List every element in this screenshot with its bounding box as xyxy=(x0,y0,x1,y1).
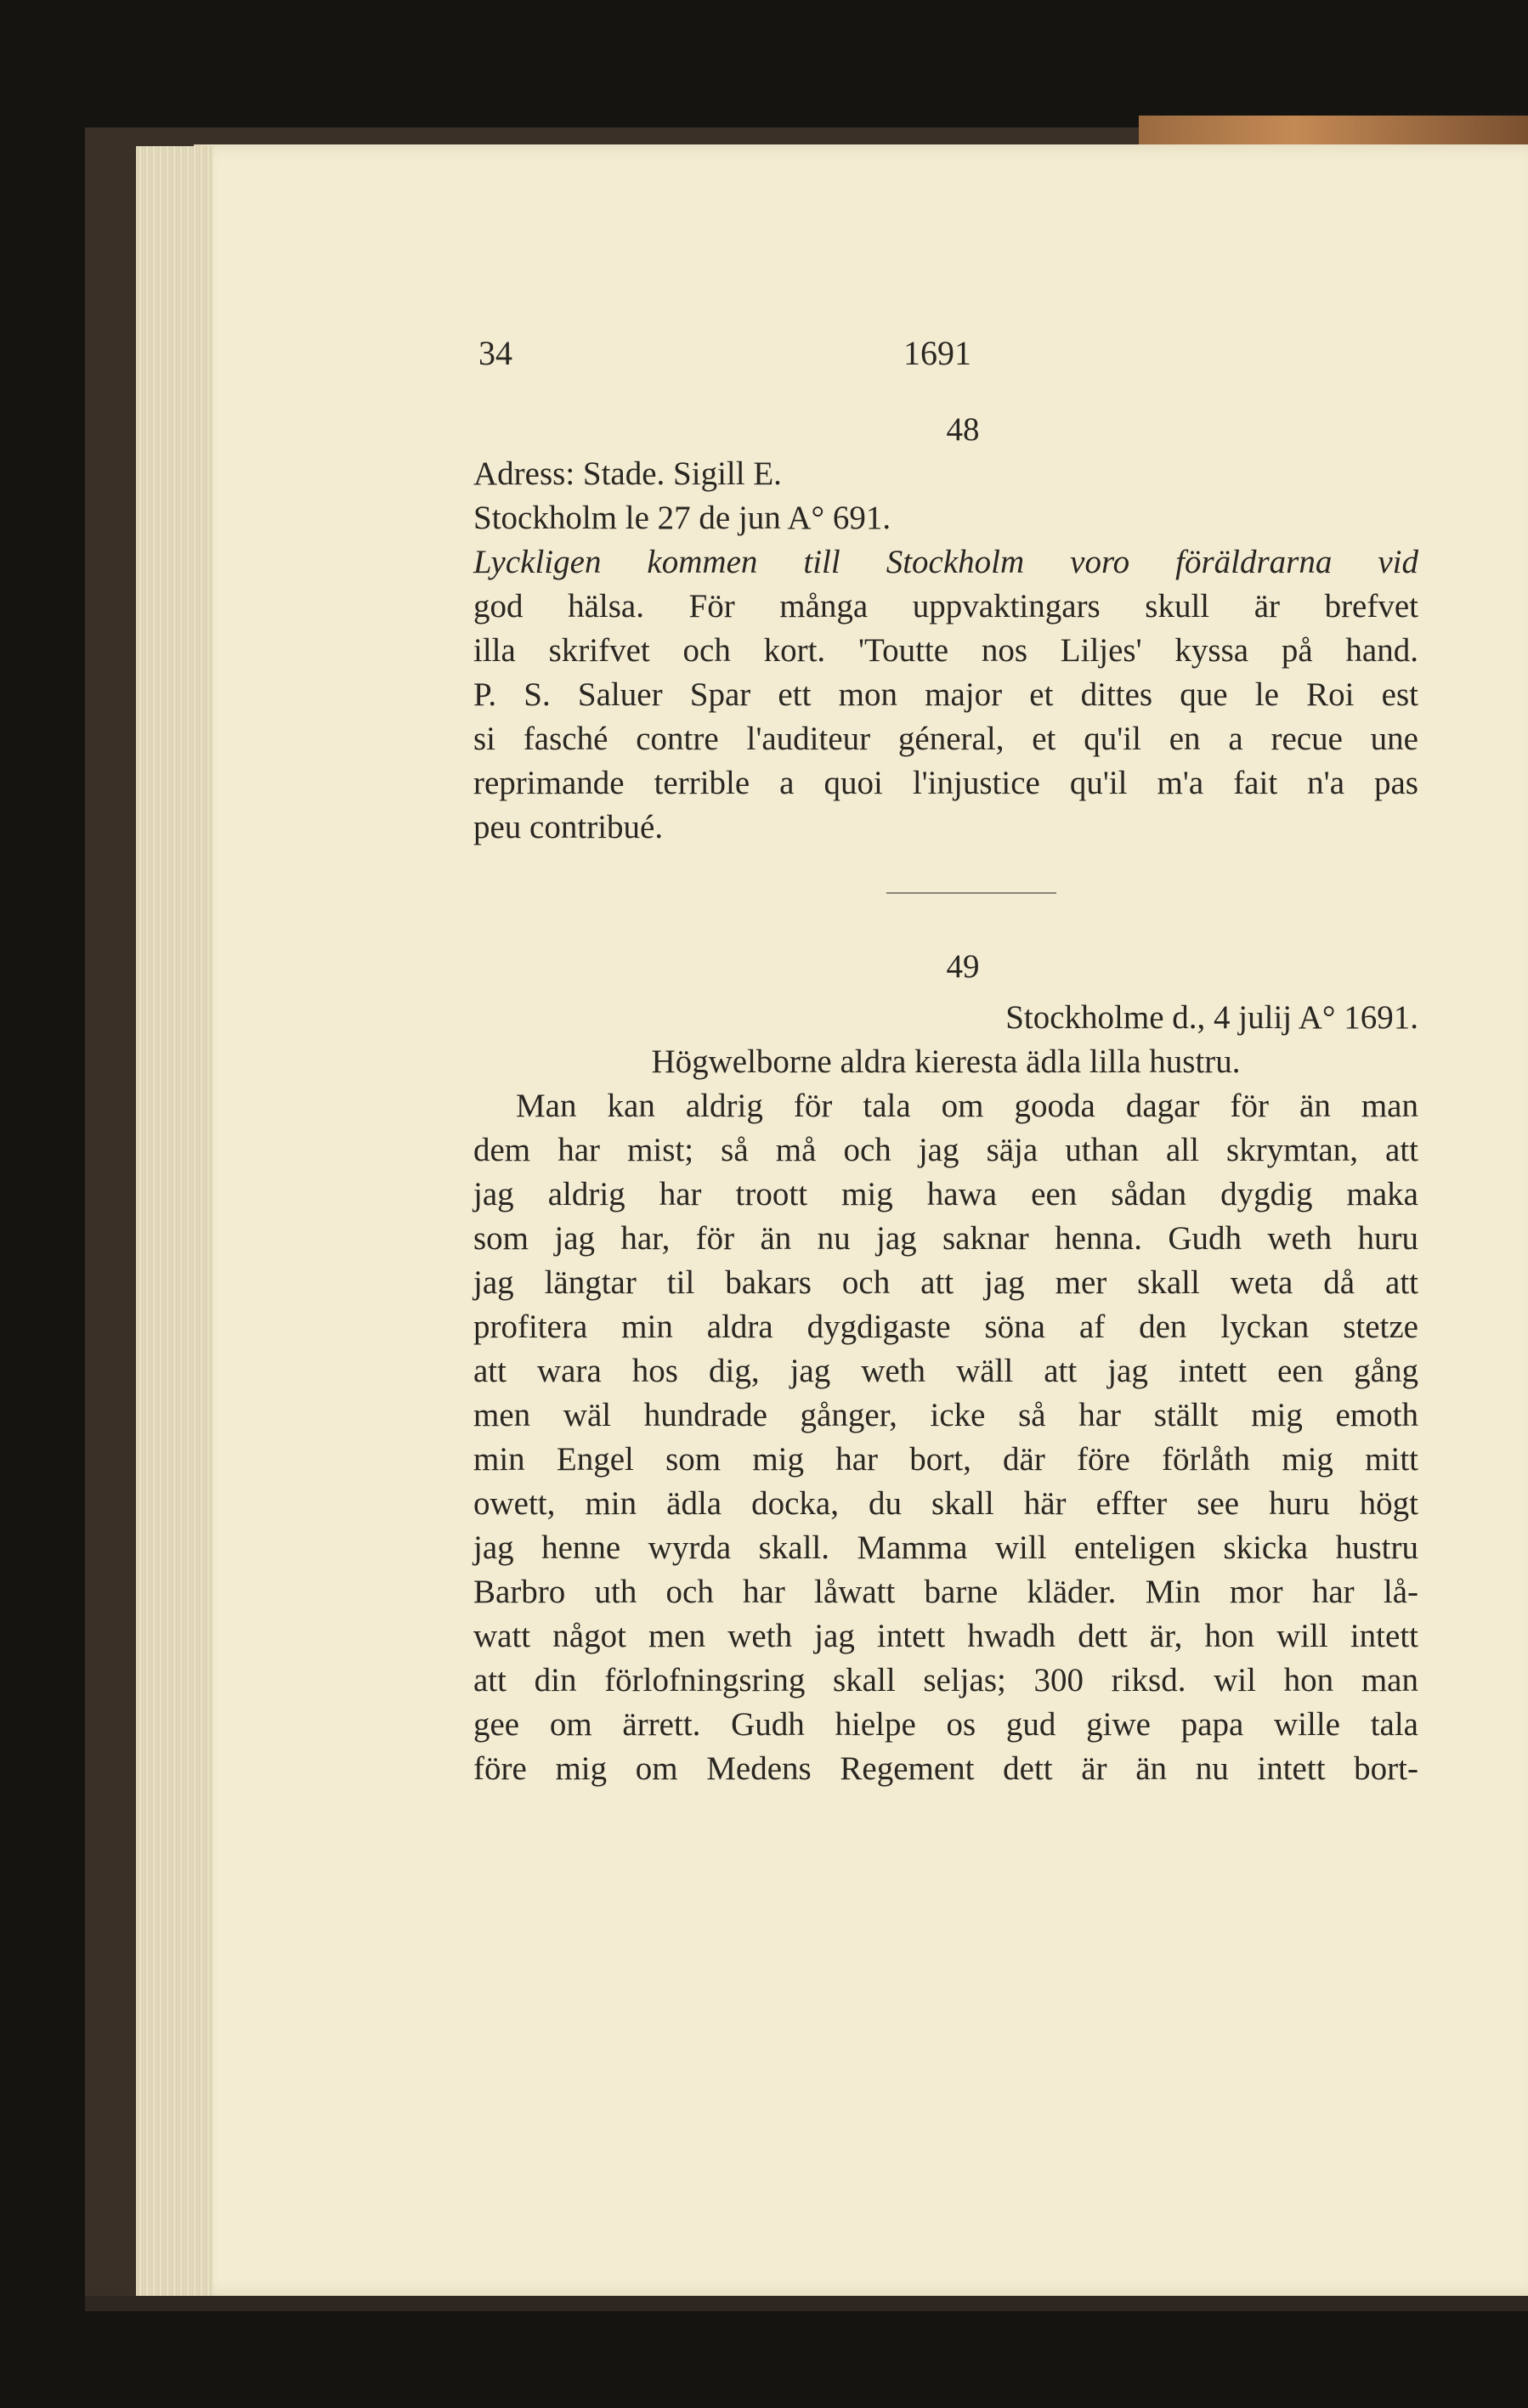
text-column xyxy=(473,408,1418,1791)
letter-48-line: P. S. Saluer Spar ett mon major et dittes que le Roi est xyxy=(473,676,1418,713)
letter-48-number: 48 xyxy=(946,411,980,448)
section-divider xyxy=(886,892,1056,894)
letter-49-line: men wäl hundrade gånger, icke så har ställt mig emoth xyxy=(473,1397,1418,1433)
letter-49-line: watt något men weth jag intett hwadh dett är, hon will intett xyxy=(473,1618,1418,1654)
page-number: 34 xyxy=(478,334,512,372)
letter-48-address: Adress: Stade. Sigill E. xyxy=(473,455,782,492)
letter-49-line: som jag har, för än nu jag saknar henna. Gudh weth huru xyxy=(473,1220,1418,1257)
letter-49-line: jag längtar til bakars och att jag mer skall weta då att xyxy=(473,1264,1418,1301)
letter-49-line: owett, min ädla docka, du skall här effter see huru högt xyxy=(473,1485,1418,1522)
running-year: 1691 xyxy=(903,334,971,372)
letter-49-salutation: Högwelborne aldra kieresta ädla lilla hustru. xyxy=(651,1043,1241,1080)
letter-48-dateline: Stockholm le 27 de jun A° 691. xyxy=(473,500,891,536)
letter-49-line: att din förlofningsring skall seljas; 300 riksd. wil hon man xyxy=(473,1662,1418,1699)
letter-49-line: gee om ärrett. Gudh hielpe os gud giwe papa wille tala xyxy=(473,1706,1418,1743)
letter-49-line: att wara hos dig, jag weth wäll att jag intett een gång xyxy=(473,1353,1418,1389)
letter-49-dateline: Stockholme d., 4 julij A° 1691. xyxy=(1005,999,1418,1036)
letter-48-line: si fasché contre l'auditeur géneral, et qu'il en a recue une xyxy=(473,721,1418,757)
letter-48-line: reprimande terrible a quoi l'injustice qu'il m'a fait n'a pas xyxy=(473,765,1418,801)
letter-49-line: dem har mist; så må och jag säja uthan all skrymtan, att xyxy=(473,1132,1418,1168)
letter-49-line: Barbro uth och har låwatt barne kläder. Min mor har lå- xyxy=(473,1574,1418,1610)
letter-48-line: peu contribué. xyxy=(473,809,664,845)
letter-49-line: min Engel som mig har bort, där före förlåth mig mitt xyxy=(473,1441,1418,1478)
letter-49-line: före mig om Medens Regement dett är än nu intett bort- xyxy=(473,1750,1418,1787)
letter-49-line: jag henne wyrda skall. Mamma will enteligen skicka hustru xyxy=(473,1529,1418,1566)
letter-48-line: Lyckligen kommen till Stockholm voro föräldrarna vid xyxy=(473,544,1418,580)
cover-bottom-edge xyxy=(85,2296,1528,2311)
letter-48-line: illa skrifvet och kort. 'Toutte nos Liljes' kyssa på hand. xyxy=(473,632,1418,669)
letter-49-line: profitera min aldra dygdigaste söna af den lyckan stetze xyxy=(473,1309,1418,1345)
letter-49-line: Man kan aldrig för tala om gooda dagar för än man xyxy=(516,1088,1418,1124)
page-edges xyxy=(136,146,212,2296)
letter-49-number: 49 xyxy=(946,948,980,985)
letter-49-line: jag aldrig har troott mig hawa een sådan dygdig maka xyxy=(473,1176,1418,1212)
letter-48-line: god hälsa. För många uppvaktingars skull är brefvet xyxy=(473,588,1418,625)
